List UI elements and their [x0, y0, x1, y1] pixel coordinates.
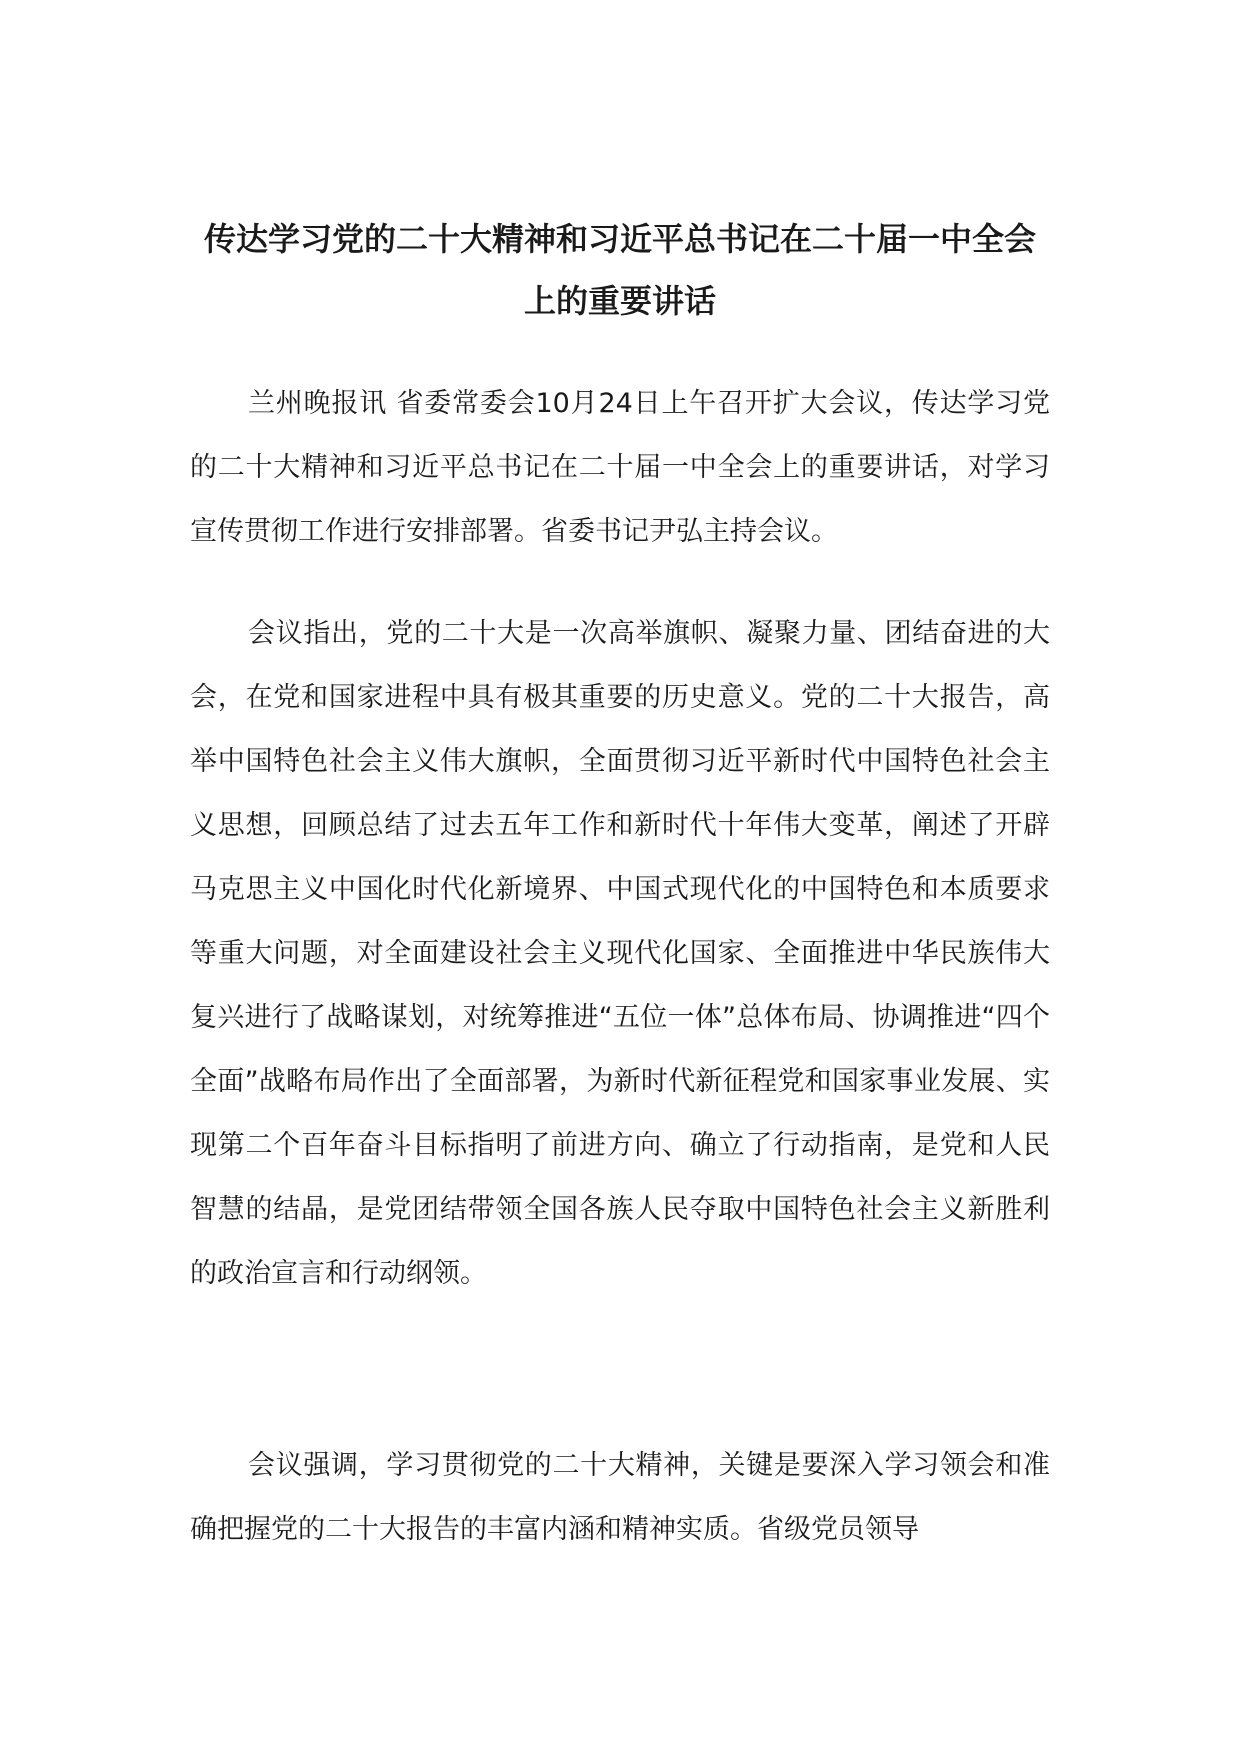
paragraph-meeting-emphasis: 会议强调，学习贯彻党的二十大精神，关键是要深入学习领会和准确把握党的二十大报告的丰富内涵和精神实质。省级党员领导: [190, 1450, 1050, 1545]
document-title: 传达学习党的二十大精神和习近平总书记在二十届一中全会上的重要讲话: [203, 220, 1036, 320]
paragraph-news-lead: 兰州晚报讯 省委常委会10月24日上午召开扩大会议，传达学习党的二十大精神和习近平总书记在二十届一中全会上的重要讲话，对学习宣传贯彻工作进行安排部署。省委书记尹弘主持会议。: [190, 388, 1050, 547]
paragraph-meeting-points: 会议指出，党的二十大是一次高举旗帜、凝聚力量、团结奋进的大会，在党和国家进程中具有极其重要的历史意义。党的二十大报告，高举中国特色社会主义伟大旗帜，全面贯彻习近平新时代中国特色社会主义思想，回顾总结了过去五年工作和新时代十年伟大变革，阐述了开辟马克思主义中国化时代化新境界、中国式现代化的中国特色和本质要求等重大问题，对全面建设社会主义现代化国家、全面推进中华民族伟大复兴进行了战略谋划，对统筹推进“五位一体”总体布局、协调推进“四个全面”战略布局作出了全面部署，为新时代新征程党和国家事业发展、实现第二个百年奋斗目标指明了前进方向、确立了行动指南，是党和人民智慧的结晶，是党团结带领全国各族人民夺取中国特色社会主义新胜利的政治宣言和行动纲领。: [190, 618, 1050, 1289]
